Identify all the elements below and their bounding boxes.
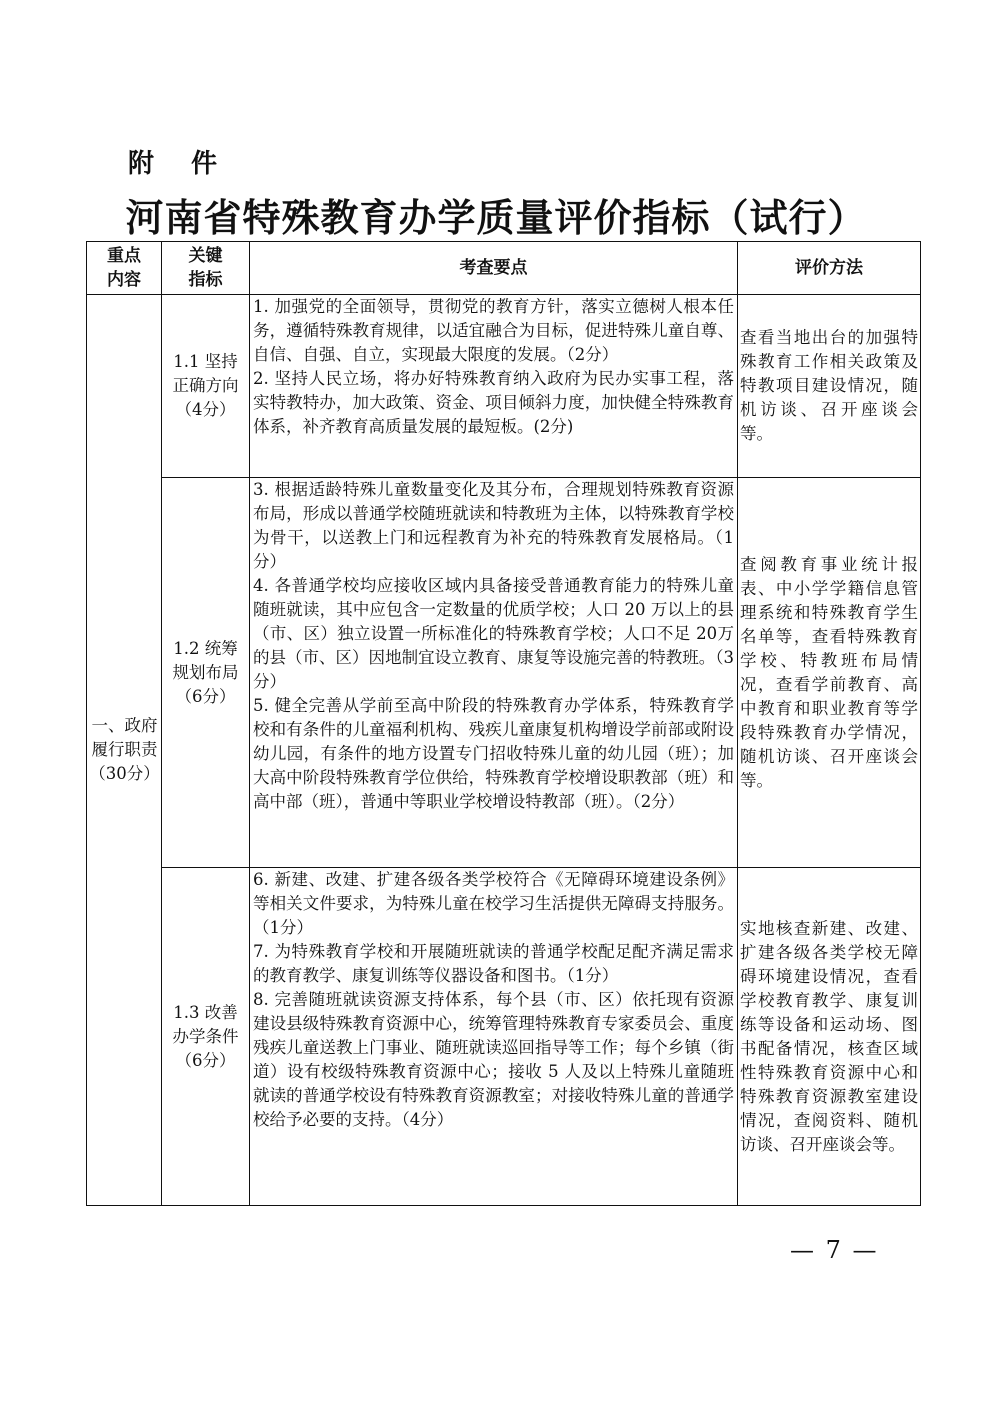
dimension-cell [87, 295, 162, 1206]
point-2: 2. 坚持人民立场，将办好特殊教育纳入政府为民办实事工程，落实特教特办，加大政策、资金、项目倾斜力度，加快健全特殊教育体系，补齐教育高质量发展的最短板。(2分) [253, 369, 734, 436]
table-row [87, 478, 921, 868]
header-points: 考查要点 [250, 242, 738, 295]
method-cell: 查看当地出台的加强特殊教育工作相关政策及特教项目建设情况，随机访谈、召开座谈会等。 [738, 295, 921, 478]
indicator-cell [162, 478, 250, 868]
dimension-label: 一、政府履行职责（30分） [89, 716, 160, 783]
points-cell [250, 478, 738, 868]
indicator-cell [162, 295, 250, 478]
points-cell [250, 868, 738, 1206]
point-3: 3. 根据适龄特殊儿童数量变化及其分布，合理规划特殊教育资源布局，形成以普通学校随班就读和特教班为主体，以特殊教育学校为骨干，以送教上门和远程教育为补充的特殊教育发展格局。（1分） [253, 480, 734, 571]
page-number: — 7 — [790, 1236, 879, 1264]
document-title: 河南省特殊教育办学质量评价指标（试行） [125, 195, 867, 240]
point-8: 8. 完善随班就读资源支持体系，每个县（市、区）依托现有资源建设县级特殊教育资源中心，统筹管理特殊教育专家委员会、重度残疾儿童送教上门事业、随班就读巡回指导等工作；每个乡镇（街道）设有校级特殊教育资源中心；接收 5 人及以上特殊儿童随班就读的普通学校设有特殊教育资源教室；对接收特殊儿童的普通学校给予必要的支持。（4分） [253, 990, 734, 1129]
header-method: 评价方法 [738, 242, 921, 295]
points-cell [250, 295, 738, 478]
point-1: 1. 加强党的全面领导，贯彻党的教育方针，落实立德树人根本任务，遵循特殊教育规律，以适宜融合为目标，促进特殊儿童自尊、自信、自强、自立，实现最大限度的发展。（2分） [253, 297, 734, 364]
table-header-row [87, 242, 921, 295]
method-cell: 实地核查新建、改建、扩建各级各类学校无障碍环境建设情况，查看学校教育教学、康复训练等设备和运动场、图书配备情况，核查区域性特殊教育资源中心和特殊教育资源教室建设情况，查阅资料、随机访谈、召开座谈会等。 [738, 868, 921, 1206]
header-indicator: 关键指标 [162, 242, 250, 295]
indicator-label: 1.2 统筹规划布局（6分） [172, 638, 239, 706]
point-7: 7. 为特殊教育学校和开展随班就读的普通学校配足配齐满足需求的教育教学、康复训练等仪器设备和图书。（1分） [253, 942, 734, 985]
header-dimension: 重点内容 [87, 242, 162, 295]
point-4: 4. 各普通学校均应接收区域内具备接受普通教育能力的特殊儿童随班就读，其中应包含一定数量的优质学校；人口 20 万以上的县（市、区）独立设置一所标准化的特殊教育学校；人口不足 20万的县（市、区）因地制宜设立教育、康复等设施完善的特教班。（3分） [253, 576, 734, 691]
indicator-label: 1.1 坚持正确方向（4分） [172, 352, 239, 419]
indicator-cell [162, 868, 250, 1206]
point-6: 6. 新建、改建、扩建各级各类学校符合《无障碍环境建设条例》等相关文件要求，为特殊儿童在校学习生活提供无障碍支持服务。（1分） [253, 870, 734, 937]
table-row [87, 295, 921, 478]
evaluation-table [86, 241, 921, 1206]
indicator-label: 1.3 改善办学条件（6分） [172, 1002, 239, 1070]
attachment-label: 附 件 [128, 149, 232, 179]
method-cell: 查阅教育事业统计报表、中小学学籍信息管理系统和特殊教育学生名单等，查看特殊教育学校、特教班布局情况，查看学前教育、高中教育和职业教育等学段特殊教育办学情况，随机访谈、召开座谈会等。 [738, 478, 921, 868]
point-5: 5. 健全完善从学前至高中阶段的特殊教育办学体系，特殊教育学校和有条件的儿童福利机构、残疾儿童康复机构增设学前部或附设幼儿园，有条件的地方设置专门招收特殊儿童的幼儿园（班）；加大高中阶段特殊教育学位供给，特殊教育学校增设职教部（班）和高中部（班），普通中等职业学校增设特教部（班）。（2分） [253, 696, 734, 811]
table-row [87, 868, 921, 1206]
